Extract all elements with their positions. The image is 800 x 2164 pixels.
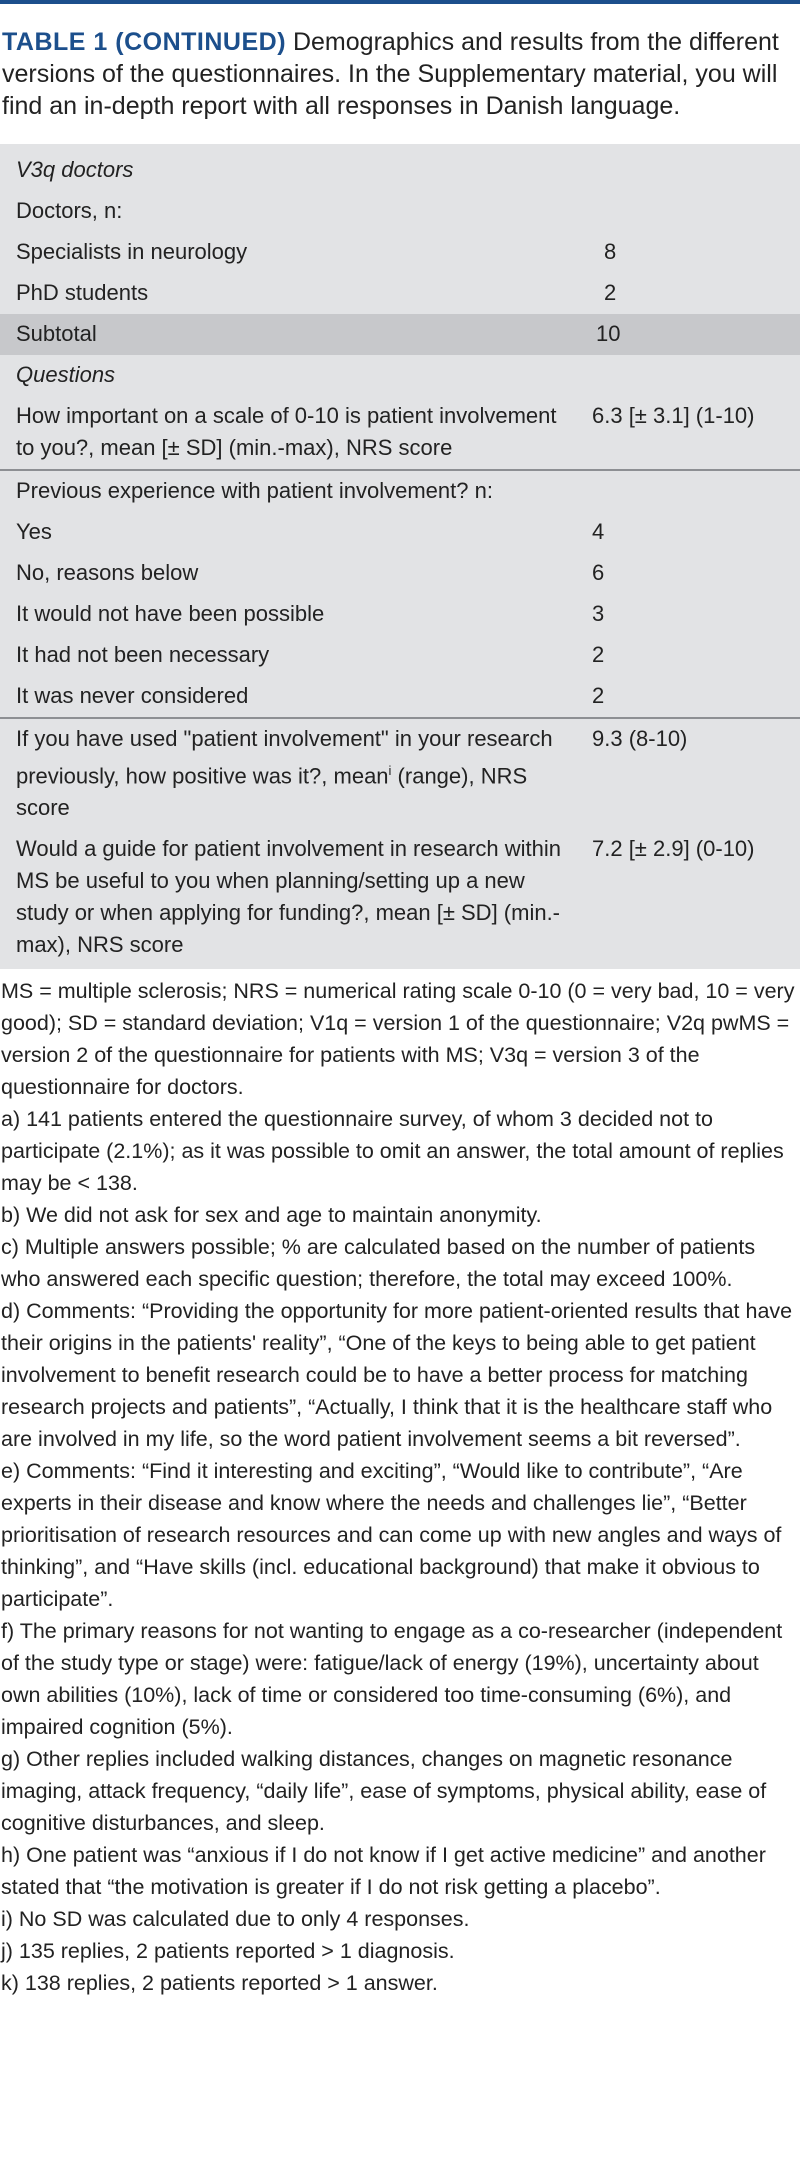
footnote: j) 135 replies, 2 patients reported > 1 diagnosis. bbox=[1, 1939, 455, 1964]
footnote: f) The primary reasons for not wanting to engage as a co-researcher (independent of the study type or stage) were: fatigue/lack of energy (19%), uncertainty about own abilities (10%), lack of time or considered too time-consuming (6%), and impaired cognition (5%). bbox=[1, 1619, 783, 1740]
subtotal-value: 10 bbox=[596, 321, 621, 346]
row-label-part: (range), NRS score bbox=[16, 763, 528, 821]
table-row bbox=[0, 717, 800, 829]
table-row bbox=[0, 594, 800, 635]
row-value: 2 bbox=[592, 642, 605, 667]
table-row bbox=[0, 396, 800, 469]
row-label: No, reasons below bbox=[16, 560, 199, 585]
row-label: It would not have been possible bbox=[16, 601, 325, 626]
footnote: a) 141 patients entered the questionnaire survey, of whom 3 decided not to participate (2.1%); as it was possible to omit an answer, the total amount of replies may be < 138. bbox=[1, 1107, 784, 1196]
row-label: It was never considered bbox=[16, 683, 249, 708]
footnote: i) No SD was calculated due to only 4 responses. bbox=[1, 1907, 470, 1932]
row-value: 4 bbox=[592, 519, 605, 544]
section-title: V3q doctors bbox=[16, 157, 134, 182]
footnote: d) Comments: “Providing the opportunity for more patient-oriented results that have their origins in the patients' reality”, “One of the keys to being able to get patient involvement to benefit research could be to have a better process for matching research projects and patients”, “Actually, I think that it is the healthcare staff who are involved in my life, so the word patient involvement seems a bit reversed”. bbox=[1, 1299, 793, 1452]
table-row bbox=[0, 635, 800, 676]
subtotal-label: Subtotal bbox=[16, 321, 97, 346]
caption-label: TABLE 1 (CONTINUED) bbox=[2, 28, 287, 56]
row-value: 2 bbox=[592, 683, 605, 708]
row-value: 3 bbox=[592, 601, 605, 626]
footnote: h) One patient was “anxious if I do not know if I get active medicine” and another stated that “the motivation is greater if I do not risk getting a placebo”. bbox=[1, 1843, 766, 1900]
subtotal-row bbox=[0, 314, 800, 355]
prev-exp-header-row bbox=[0, 469, 800, 512]
row-label-part: If you have used "patient involvement" in your research previously, how positive was it?, mean bbox=[16, 726, 553, 789]
footnote: e) Comments: “Find it interesting and exciting”, “Would like to contribute”, “Are experts in their disease and know where the needs and challenges lie”, “Better prioritisation of research resources and can come up with new angles and ways of thinking”, and “Have skills (incl. educational background) that make it obvious to participate”. bbox=[1, 1459, 782, 1612]
row-label: PhD students bbox=[16, 280, 149, 305]
footnote: c) Multiple answers possible; % are calculated based on the number of patients who answered each specific question; therefore, the total may exceed 100%. bbox=[1, 1235, 756, 1292]
footnote: k) 138 replies, 2 patients reported > 1 answer. bbox=[1, 1971, 438, 1996]
table-row bbox=[0, 553, 800, 594]
doctors-header: Doctors, n: bbox=[16, 198, 123, 223]
row-label bbox=[0, 723, 574, 824]
table-row bbox=[0, 676, 800, 717]
row-value: 8 bbox=[604, 239, 617, 264]
doctors-header-row bbox=[0, 191, 800, 232]
footnote: g) Other replies included walking distances, changes on magnetic resonance imaging, attack frequency, “daily life”, ease of symptoms, physical ability, ease of cognitive disturbances, and sleep. bbox=[1, 1747, 767, 1836]
row-value: 9.3 (8-10) bbox=[592, 726, 688, 751]
row-label: It had not been necessary bbox=[16, 642, 270, 667]
caption-text: Demographics and results from the different versions of the questionnaires. In the Supplementary material, you will find an in-depth report with all responses in Danish language. bbox=[2, 28, 779, 120]
row-value: 6.3 [± 3.1] (1-10) bbox=[592, 403, 755, 428]
section-title-row bbox=[0, 144, 800, 191]
row-label: How important on a scale of 0-10 is patient involvement to you?, mean [± SD] (min.-max), NRS score bbox=[16, 403, 557, 460]
row-label: Specialists in neurology bbox=[16, 239, 248, 264]
row-label: Yes bbox=[16, 519, 52, 544]
row-label: Would a guide for patient involvement in research within MS be useful to you when planning/setting up a new study or when applying for funding?, mean [± SD] (min.-max), NRS score bbox=[16, 836, 562, 958]
table-row bbox=[0, 512, 800, 553]
footnote-marker: i bbox=[388, 763, 392, 778]
row-value: 2 bbox=[604, 280, 617, 305]
questions-title: Questions bbox=[16, 362, 116, 387]
table-row bbox=[0, 829, 800, 969]
results-table bbox=[0, 144, 800, 969]
questions-title-row bbox=[0, 355, 800, 396]
table-row bbox=[0, 232, 800, 273]
prev-exp-header: Previous experience with patient involvement? n: bbox=[16, 478, 493, 503]
row-value: 6 bbox=[592, 560, 605, 585]
table-row bbox=[0, 273, 800, 314]
footnote: MS = multiple sclerosis; NRS = numerical rating scale 0-10 (0 = very bad, 10 = very good); SD = standard deviation; V1q = version 1 of the questionnaire; V2q pwMS = version 2 of the questionnaire for patients with MS; V3q = version 3 of the questionnaire for doctors. bbox=[1, 979, 795, 1100]
row-value: 7.2 [± 2.9] (0-10) bbox=[592, 836, 755, 862]
footnote: b) We did not ask for sex and age to maintain anonymity. bbox=[1, 1203, 542, 1228]
table-caption bbox=[0, 4, 800, 144]
table-footnotes bbox=[0, 969, 800, 2009]
